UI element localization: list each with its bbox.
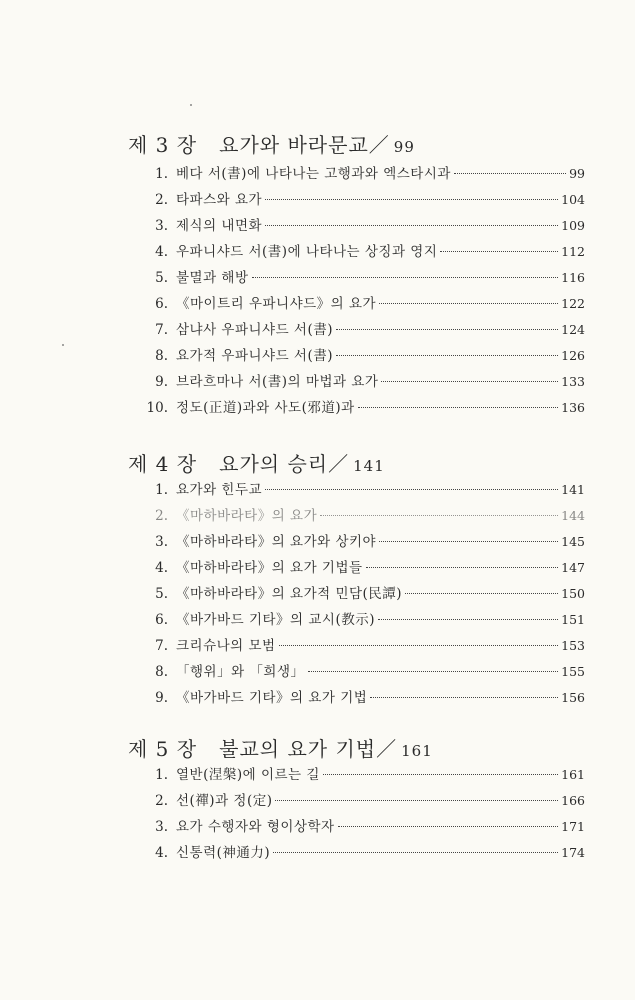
toc-entry[interactable]	[138, 241, 585, 263]
entry-page: 153	[561, 638, 585, 653]
entry-number: 3.	[155, 819, 168, 835]
entry-number: 7.	[155, 638, 168, 654]
entry-number: 1.	[155, 767, 168, 783]
dot-leader	[279, 645, 559, 646]
entry-number: 6.	[155, 296, 168, 312]
entry-title: 불멸과 해방	[176, 270, 249, 286]
entry-title: 정도(正道)과와 사도(邪道)과	[176, 400, 355, 416]
dot-leader	[366, 567, 559, 568]
entry-title: 타파스와 요가	[176, 192, 263, 208]
entry-page: 174	[561, 845, 585, 860]
entry-page: 155	[561, 664, 585, 679]
chapter-5-label: 제 5 장	[128, 737, 198, 761]
entry-page: 112	[561, 244, 585, 259]
dot-leader	[320, 515, 558, 516]
dot-leader	[252, 277, 559, 278]
toc-entry[interactable]	[138, 583, 585, 605]
entry-title: 열반(涅槃)에 이르는 길	[176, 767, 320, 783]
chapter-3-title: 요가와 바라문교	[219, 133, 369, 157]
dot-leader	[405, 593, 558, 594]
dot-leader	[336, 355, 558, 356]
entry-number: 3.	[155, 534, 168, 550]
entry-page: 136	[561, 400, 585, 415]
toc-entry[interactable]	[138, 345, 585, 367]
entry-page: 116	[561, 270, 585, 285]
toc-entry[interactable]	[138, 293, 585, 315]
chapter-3-label: 제 3 장	[128, 133, 198, 157]
entry-page: 150	[561, 586, 585, 601]
dot-leader	[381, 381, 558, 382]
entry-page: 151	[561, 612, 585, 627]
toc-entry[interactable]	[138, 531, 585, 553]
toc-entry[interactable]	[138, 371, 585, 393]
entry-title: 《바가바드 기타》의 교시(教示)	[176, 612, 375, 628]
entry-number: 8.	[155, 664, 168, 680]
toc-entry[interactable]	[138, 479, 585, 501]
entry-number: 3.	[155, 218, 168, 234]
toc-entry[interactable]	[138, 609, 585, 631]
entry-title: 《마하바라타》의 요가	[176, 508, 318, 524]
entry-number: 4.	[155, 560, 168, 576]
chapter-3-heading[interactable]: 제 3 장 요가와 바라문교／ 99	[128, 133, 415, 157]
entry-title: 요가 수행자와 형이상학자	[176, 819, 335, 835]
toc-entry[interactable]	[138, 215, 585, 237]
entry-title: 요가와 힌두교	[176, 482, 263, 498]
toc-entry[interactable]	[138, 635, 585, 657]
dot-leader	[379, 303, 558, 304]
entry-title: 《마하바라타》의 요가 기법들	[176, 560, 363, 576]
dot-leader	[308, 671, 559, 672]
entry-title: 신통력(神通力)	[176, 845, 271, 861]
entry-title: 《마이트리 우파니샤드》의 요가	[176, 296, 377, 312]
dot-leader	[265, 489, 558, 490]
entry-page: 161	[561, 767, 585, 782]
toc-entry[interactable]	[138, 397, 585, 419]
chapter-5-title: 불교의 요가 기법	[219, 737, 377, 761]
chapter-5-page: 161	[401, 742, 433, 760]
entry-number: 10.	[146, 400, 168, 416]
entry-number: 2.	[155, 508, 168, 524]
entry-number: 1.	[155, 482, 168, 498]
dot-leader	[379, 541, 558, 542]
entry-title: 「행위」와 「희생」	[176, 664, 305, 680]
toc-entry[interactable]	[138, 661, 585, 683]
entry-title: 베다 서(書)에 나타나는 고행과와 엑스타시과	[176, 166, 451, 182]
entry-page: 144	[561, 508, 585, 523]
entry-number: 5.	[155, 270, 168, 286]
entry-page: 166	[561, 793, 585, 808]
entry-number: 1.	[155, 166, 168, 182]
entry-page: 171	[561, 819, 585, 834]
toc-entry[interactable]	[138, 267, 585, 289]
entry-number: 2.	[155, 192, 168, 208]
entry-page: 126	[561, 348, 585, 363]
entry-page: 104	[561, 192, 585, 207]
dot-leader	[275, 800, 558, 801]
entry-number: 2.	[155, 793, 168, 809]
entry-title: 우파니샤드 서(書)에 나타나는 상징과 영지	[176, 244, 438, 260]
entry-page: 133	[561, 374, 585, 389]
dot-leader	[378, 619, 558, 620]
toc-entry[interactable]	[138, 842, 585, 864]
entry-title: 《마하바라타》의 요가적 민담(民譚)	[176, 586, 403, 602]
entry-page: 122	[561, 296, 585, 311]
dot-leader	[265, 199, 558, 200]
entry-page: 109	[561, 218, 585, 233]
entry-title: 크리슈나의 모범	[176, 638, 276, 654]
entry-title: 삼냐사 우파니샤드 서(書)	[176, 322, 333, 338]
toc-entry[interactable]	[138, 163, 585, 185]
entry-number: 9.	[155, 690, 168, 706]
chapter-3-page: 99	[393, 138, 415, 156]
entry-title: 《마하바라타》의 요가와 상키야	[176, 534, 377, 550]
entry-number: 7.	[155, 322, 168, 338]
entry-number: 4.	[155, 845, 168, 861]
entry-title: 제식의 내면화	[176, 218, 263, 234]
entry-page: 156	[561, 690, 585, 705]
paper-speck	[62, 344, 64, 346]
toc-entry[interactable]	[138, 319, 585, 341]
toc-entry[interactable]	[138, 687, 585, 709]
entry-page: 99	[569, 166, 585, 181]
dot-leader	[454, 173, 566, 174]
toc-entry[interactable]	[138, 189, 585, 211]
entry-number: 4.	[155, 244, 168, 260]
dot-leader	[273, 852, 558, 853]
chapter-4-heading[interactable]: 제 4 장 요가의 승리／ 141	[128, 452, 385, 476]
entry-page: 145	[561, 534, 585, 549]
toc-entry[interactable]	[138, 557, 585, 579]
dot-leader	[440, 251, 558, 252]
entry-title: 요가적 우파니샤드 서(書)	[176, 348, 333, 364]
dot-leader	[323, 774, 558, 775]
entry-number: 5.	[155, 586, 168, 602]
dot-leader	[358, 407, 558, 408]
toc-entry[interactable]	[138, 505, 585, 527]
entry-number: 6.	[155, 612, 168, 628]
dot-leader	[370, 697, 558, 698]
toc-entry[interactable]	[138, 764, 585, 786]
entry-page: 141	[561, 482, 585, 497]
dot-leader	[336, 329, 558, 330]
chapter-5-heading[interactable]: 제 5 장 불교의 요가 기법／ 161	[128, 737, 433, 761]
chapter-4-label: 제 4 장	[128, 452, 198, 476]
dot-leader	[338, 826, 559, 827]
toc-entry[interactable]	[138, 790, 585, 812]
entry-number: 9.	[155, 374, 168, 390]
entry-page: 147	[561, 560, 585, 575]
entry-title: 선(禪)과 정(定)	[176, 793, 273, 809]
entry-title: 브라흐마나 서(書)의 마법과 요가	[176, 374, 379, 390]
paper-speck	[190, 104, 192, 106]
chapter-4-title: 요가의 승리	[219, 452, 329, 476]
entry-number: 8.	[155, 348, 168, 364]
entry-title: 《바가바드 기타》의 요가 기법	[176, 690, 368, 706]
chapter-4-page: 141	[353, 457, 385, 475]
entry-page: 124	[561, 322, 585, 337]
dot-leader	[265, 225, 558, 226]
toc-entry[interactable]	[138, 816, 585, 838]
